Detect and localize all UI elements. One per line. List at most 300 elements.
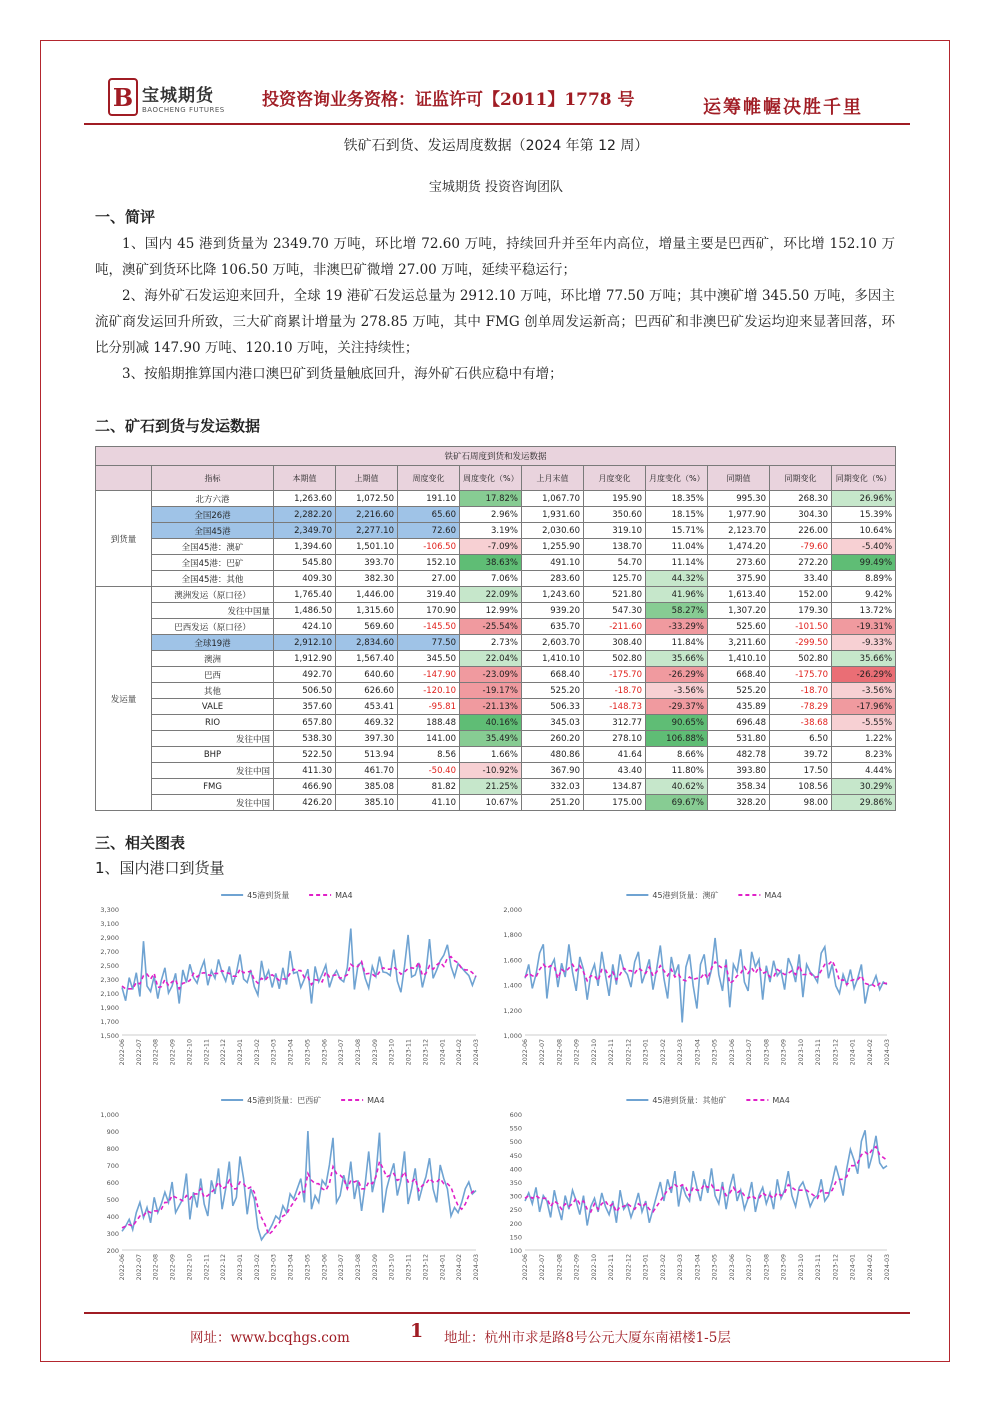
y-tick-label: 200 <box>106 1247 119 1255</box>
x-tick-label: 2024-03 <box>473 1254 480 1281</box>
x-tick-label: 2022-08 <box>152 1254 160 1281</box>
value-cell: 1,263.60 <box>274 491 336 507</box>
legend-label-ma4: MA4 <box>335 891 353 900</box>
table-row <box>96 683 896 699</box>
x-tick-label: 2023-11 <box>815 1039 823 1066</box>
chart-45-port-other-svg <box>495 1088 895 1298</box>
value-cell: 11.04% <box>646 539 708 555</box>
x-tick-label: 2024-01 <box>849 1039 857 1066</box>
row-label: VALE <box>152 699 274 715</box>
value-cell: 33.40 <box>770 571 832 587</box>
value-cell: 385.10 <box>336 795 398 811</box>
value-cell: 268.30 <box>770 491 832 507</box>
value-cell: 375.90 <box>708 571 770 587</box>
y-tick-label: 1,200 <box>503 1006 522 1015</box>
header-cell: 本期值 <box>274 466 336 491</box>
value-cell: 54.70 <box>584 555 646 571</box>
y-tick-label: 600 <box>106 1179 119 1187</box>
value-cell: 1,067.70 <box>522 491 584 507</box>
value-cell: 1,315.60 <box>336 603 398 619</box>
section-2-heading: 二、矿石到货与发运数据 <box>95 417 261 435</box>
value-cell: 18.15% <box>646 507 708 523</box>
value-cell: 312.77 <box>584 715 646 731</box>
value-cell: 11.80% <box>646 763 708 779</box>
value-cell: 382.30 <box>336 571 398 587</box>
value-cell: 635.70 <box>522 619 584 635</box>
row-label: 全国45港：其他 <box>152 571 274 587</box>
paragraph-1: 1、国内 45 港到货量为 2349.70 万吨，环比增 72.60 万吨，持续回升并至年内高位，增量主要是巴西矿，环比增 152.10 万吨，澳矿到货环比降 106.50 万吨，非澳巴矿微增 27.00 万吨，延续平稳运行； <box>95 236 895 278</box>
value-cell: 424.10 <box>274 619 336 635</box>
y-tick-label: 1,500 <box>100 1032 119 1040</box>
value-cell: 1,410.10 <box>708 651 770 667</box>
value-cell: 332.03 <box>522 779 584 795</box>
table-row <box>96 651 896 667</box>
value-cell: 545.80 <box>274 555 336 571</box>
x-tick-label: 2023-03 <box>677 1254 685 1281</box>
value-cell: -26.29% <box>646 667 708 683</box>
value-cell: 1,931.60 <box>522 507 584 523</box>
x-tick-label: 2023-06 <box>728 1039 736 1066</box>
header-cell: 同期值 <box>708 466 770 491</box>
footer-website: 网址：www.bcqhgs.com <box>190 1330 350 1346</box>
row-label: 发往中国 <box>152 731 274 747</box>
value-cell: 2,603.70 <box>522 635 584 651</box>
value-cell: 15.71% <box>646 523 708 539</box>
group-label: 到货量 <box>96 491 152 587</box>
section-3-heading: 三、相关图表 <box>95 834 186 852</box>
value-cell: 22.04% <box>460 651 522 667</box>
value-cell: 170.90 <box>398 603 460 619</box>
value-cell: 525.20 <box>522 683 584 699</box>
y-tick-label: 3,300 <box>100 906 119 914</box>
value-cell: 26.96% <box>832 491 896 507</box>
value-cell: -7.09% <box>460 539 522 555</box>
value-cell: 3,211.60 <box>708 635 770 651</box>
value-cell: 98.00 <box>770 795 832 811</box>
value-cell: 657.80 <box>274 715 336 731</box>
x-tick-label: 2023-04 <box>694 1254 702 1281</box>
value-cell: -3.56% <box>832 683 896 699</box>
value-cell: 2,216.60 <box>336 507 398 523</box>
value-cell: 2.96% <box>460 507 522 523</box>
x-tick-label: 2022-07 <box>539 1254 547 1281</box>
page-number: 1 <box>410 1320 424 1342</box>
legend-label-series: 45港到货量 <box>247 891 290 900</box>
value-cell: -33.29% <box>646 619 708 635</box>
value-cell: 411.30 <box>274 763 336 779</box>
value-cell: 65.60 <box>398 507 460 523</box>
value-cell: 328.20 <box>708 795 770 811</box>
value-cell: 1,613.40 <box>708 587 770 603</box>
series-line <box>525 938 887 1022</box>
logo-mark: B <box>108 78 138 116</box>
value-cell: 3.19% <box>460 523 522 539</box>
value-cell: -23.09% <box>460 667 522 683</box>
value-cell: -3.56% <box>646 683 708 699</box>
table-row <box>96 507 896 523</box>
value-cell: -18.70 <box>770 683 832 699</box>
x-tick-label: 2023-02 <box>253 1254 261 1281</box>
legend-label-series: 45港到货量：其他矿 <box>652 1096 727 1105</box>
value-cell: 513.94 <box>336 747 398 763</box>
value-cell: 2,030.60 <box>522 523 584 539</box>
value-cell: 1,394.60 <box>274 539 336 555</box>
value-cell: 506.33 <box>522 699 584 715</box>
table-row <box>96 555 896 571</box>
ma4-line <box>122 1162 476 1235</box>
value-cell: 251.20 <box>522 795 584 811</box>
header-cell: 月度变化 <box>584 466 646 491</box>
x-tick-label: 2022-09 <box>573 1039 581 1066</box>
y-tick-label: 500 <box>106 1196 119 1204</box>
value-cell: -50.40 <box>398 763 460 779</box>
value-cell: 8.89% <box>832 571 896 587</box>
value-cell: 2,123.70 <box>708 523 770 539</box>
value-cell: -145.50 <box>398 619 460 635</box>
x-tick-label: 2022-06 <box>522 1254 529 1281</box>
value-cell: 8.23% <box>832 747 896 763</box>
value-cell: 30.29% <box>832 779 896 795</box>
header-divider <box>84 123 910 125</box>
value-cell: -5.40% <box>832 539 896 555</box>
value-cell: -95.81 <box>398 699 460 715</box>
value-cell: 191.10 <box>398 491 460 507</box>
x-tick-label: 2023-09 <box>780 1039 788 1066</box>
x-tick-label: 2023-07 <box>746 1254 754 1281</box>
y-tick-label: 100 <box>509 1247 522 1255</box>
series-line <box>525 1130 887 1225</box>
table-row <box>96 571 896 587</box>
chart-45-port-arrivals-svg <box>92 883 484 1083</box>
header-cell: 周度变化 <box>398 466 460 491</box>
value-cell: 44.32% <box>646 571 708 587</box>
value-cell: -175.70 <box>770 667 832 683</box>
value-cell: 43.40 <box>584 763 646 779</box>
header-cell: 月度变化（%） <box>646 466 708 491</box>
x-tick-label: 2023-01 <box>642 1039 650 1066</box>
value-cell: 522.50 <box>274 747 336 763</box>
value-cell: 304.30 <box>770 507 832 523</box>
x-tick-label: 2023-05 <box>711 1254 719 1281</box>
x-tick-label: 2024-01 <box>849 1254 857 1281</box>
chart-45-port-other <box>495 1088 895 1298</box>
x-tick-label: 2023-08 <box>763 1039 771 1066</box>
value-cell: 525.60 <box>708 619 770 635</box>
value-cell: 11.84% <box>646 635 708 651</box>
value-cell: 2,834.60 <box>336 635 398 651</box>
paragraph-2: 2、海外矿石发运迎来回升，全球 19 港矿石发运总量为 2912.10 万吨，环比增 77.50 万吨；其中澳矿增 345.50 万吨，多因主流矿商发运回升所致，三大矿商累计增量为 278.85 万吨，其中 FMG 创单周发运新高；巴西矿和非澳巴矿发运均迎来显著回落，环比分别减 147.90 万吨、120.10 万吨，关注持续性； <box>95 288 895 356</box>
value-cell: 350.60 <box>584 507 646 523</box>
x-tick-label: 2024-02 <box>456 1254 464 1281</box>
value-cell: 38.63% <box>460 555 522 571</box>
value-cell: 1,446.00 <box>336 587 398 603</box>
row-label: 发往中国量 <box>152 603 274 619</box>
row-label: 澳洲发运（原口径） <box>152 587 274 603</box>
x-tick-label: 2022-10 <box>186 1039 194 1066</box>
value-cell: 319.10 <box>584 523 646 539</box>
header-cell: 指标 <box>152 466 274 491</box>
value-cell: 319.40 <box>398 587 460 603</box>
value-cell: 1,501.10 <box>336 539 398 555</box>
value-cell: 1,410.10 <box>522 651 584 667</box>
value-cell: -5.55% <box>832 715 896 731</box>
value-cell: 466.90 <box>274 779 336 795</box>
y-tick-label: 2,100 <box>100 990 119 998</box>
value-cell: 141.00 <box>398 731 460 747</box>
legend-label-series: 45港到货量：澳矿 <box>652 891 719 900</box>
value-cell: -29.37% <box>646 699 708 715</box>
value-cell: 426.20 <box>274 795 336 811</box>
y-tick-label: 2,300 <box>100 976 119 984</box>
row-label: 北方六港 <box>152 491 274 507</box>
table-row <box>96 523 896 539</box>
x-tick-label: 2022-06 <box>119 1254 126 1281</box>
row-label: 其他 <box>152 683 274 699</box>
y-tick-label: 300 <box>106 1230 119 1238</box>
header-cell <box>96 466 152 491</box>
value-cell: 17.82% <box>460 491 522 507</box>
value-cell: -18.70 <box>584 683 646 699</box>
x-tick-label: 2023-03 <box>677 1039 685 1066</box>
value-cell: 21.25% <box>460 779 522 795</box>
y-tick-label: 3,100 <box>100 920 119 928</box>
value-cell: -106.50 <box>398 539 460 555</box>
x-tick-label: 2023-06 <box>321 1039 329 1066</box>
table-row <box>96 603 896 619</box>
value-cell: 278.10 <box>584 731 646 747</box>
value-cell: -120.10 <box>398 683 460 699</box>
value-cell: -17.96% <box>832 699 896 715</box>
x-tick-label: 2023-09 <box>371 1039 379 1066</box>
row-label: 全国45港：澳矿 <box>152 539 274 555</box>
value-cell: 40.16% <box>460 715 522 731</box>
x-tick-label: 2023-07 <box>746 1039 754 1066</box>
x-tick-label: 2023-12 <box>832 1039 840 1066</box>
value-cell: 1,072.50 <box>336 491 398 507</box>
value-cell: 22.09% <box>460 587 522 603</box>
row-label: 全国45港 <box>152 523 274 539</box>
y-tick-label: 1,000 <box>100 1111 119 1119</box>
y-tick-label: 550 <box>509 1124 522 1133</box>
row-label: 发往中国 <box>152 795 274 811</box>
value-cell: 1,567.40 <box>336 651 398 667</box>
value-cell: -299.50 <box>770 635 832 651</box>
value-cell: 99.49% <box>832 555 896 571</box>
y-tick-label: 1,600 <box>503 956 522 965</box>
value-cell: 1,486.50 <box>274 603 336 619</box>
value-cell: 35.66% <box>646 651 708 667</box>
value-cell: 179.30 <box>770 603 832 619</box>
header-cell: 上月末值 <box>522 466 584 491</box>
value-cell: 2,277.10 <box>336 523 398 539</box>
y-tick-label: 700 <box>106 1162 119 1170</box>
table-row <box>96 795 896 811</box>
logo-english-name: BAOCHENG FUTURES <box>142 105 225 114</box>
x-tick-label: 2024-03 <box>884 1039 891 1066</box>
value-cell: 626.60 <box>336 683 398 699</box>
value-cell: 260.20 <box>522 731 584 747</box>
x-tick-label: 2024-02 <box>456 1039 464 1066</box>
x-tick-label: 2023-11 <box>815 1254 823 1281</box>
x-tick-label: 2022-08 <box>556 1039 564 1066</box>
value-cell: 1,765.40 <box>274 587 336 603</box>
value-cell: -9.33% <box>832 635 896 651</box>
value-cell: 18.35% <box>646 491 708 507</box>
value-cell: 69.67% <box>646 795 708 811</box>
x-tick-label: 2022-11 <box>203 1039 211 1066</box>
value-cell: 492.70 <box>274 667 336 683</box>
value-cell: -79.60 <box>770 539 832 555</box>
value-cell: -25.54% <box>460 619 522 635</box>
value-cell: 72.60 <box>398 523 460 539</box>
x-tick-label: 2022-10 <box>186 1254 194 1281</box>
y-tick-label: 400 <box>106 1213 119 1221</box>
x-tick-label: 2023-03 <box>270 1039 278 1066</box>
value-cell: -78.29 <box>770 699 832 715</box>
x-tick-label: 2023-01 <box>642 1254 650 1281</box>
row-label: 澳洲 <box>152 651 274 667</box>
chart-45-port-australia <box>495 883 895 1083</box>
x-tick-label: 2022-11 <box>608 1039 616 1066</box>
value-cell: 385.08 <box>336 779 398 795</box>
value-cell: 41.96% <box>646 587 708 603</box>
value-cell: -38.68 <box>770 715 832 731</box>
value-cell: 939.20 <box>522 603 584 619</box>
value-cell: 27.00 <box>398 571 460 587</box>
x-tick-label: 2023-03 <box>270 1254 278 1281</box>
x-tick-label: 2023-11 <box>405 1039 413 1066</box>
value-cell: 12.99% <box>460 603 522 619</box>
y-tick-label: 500 <box>509 1138 522 1147</box>
row-label: 全国26港 <box>152 507 274 523</box>
company-logo <box>108 78 225 116</box>
x-tick-label: 2023-09 <box>371 1254 379 1281</box>
chart-45-port-brazil-svg <box>92 1088 484 1298</box>
value-cell: 491.10 <box>522 555 584 571</box>
section-1-heading: 一、简评 <box>95 208 156 226</box>
value-cell: 10.64% <box>832 523 896 539</box>
y-tick-label: 450 <box>509 1151 522 1160</box>
value-cell: 58.27% <box>646 603 708 619</box>
value-cell: 453.41 <box>336 699 398 715</box>
table-row <box>96 779 896 795</box>
table-row <box>96 715 896 731</box>
x-tick-label: 2022-11 <box>203 1254 211 1281</box>
x-tick-label: 2023-02 <box>659 1254 667 1281</box>
x-tick-label: 2024-03 <box>473 1039 480 1066</box>
y-tick-label: 800 <box>106 1145 119 1153</box>
value-cell: -175.70 <box>584 667 646 683</box>
value-cell: 308.40 <box>584 635 646 651</box>
value-cell: -101.50 <box>770 619 832 635</box>
x-tick-label: 2022-10 <box>590 1039 598 1066</box>
y-tick-label: 150 <box>509 1233 522 1242</box>
x-tick-label: 2023-08 <box>355 1039 362 1066</box>
value-cell: 521.80 <box>584 587 646 603</box>
document-author: 宝城期货 投资咨询团队 <box>428 180 564 195</box>
x-tick-label: 2023-10 <box>797 1039 805 1066</box>
row-label: 全球19港 <box>152 635 274 651</box>
x-tick-label: 2023-01 <box>237 1254 244 1281</box>
value-cell: 13.72% <box>832 603 896 619</box>
value-cell: 134.87 <box>584 779 646 795</box>
value-cell: 435.89 <box>708 699 770 715</box>
subsection-1-title: 1、国内港口到货量 <box>95 859 225 877</box>
value-cell: 8.56 <box>398 747 460 763</box>
slogan: 运筹帷幄决胜千里 <box>703 97 863 118</box>
value-cell: 569.60 <box>336 619 398 635</box>
value-cell: 367.90 <box>522 763 584 779</box>
value-cell: 9.42% <box>832 587 896 603</box>
x-tick-label: 2022-11 <box>608 1254 616 1281</box>
row-label: 巴西发运（原口径） <box>152 619 274 635</box>
footer-address: 地址：杭州市求是路8号公元大厦东南裙楼1-5层 <box>444 1330 731 1346</box>
group-label: 发运量 <box>96 587 152 811</box>
value-cell: 1.22% <box>832 731 896 747</box>
value-cell: 8.66% <box>646 747 708 763</box>
table-row <box>96 491 896 507</box>
x-tick-label: 2023-06 <box>321 1254 329 1281</box>
x-tick-label: 2023-04 <box>694 1039 702 1066</box>
x-tick-label: 2024-02 <box>866 1039 874 1066</box>
x-tick-label: 2022-09 <box>169 1039 177 1066</box>
value-cell: 125.70 <box>584 571 646 587</box>
value-cell: 995.30 <box>708 491 770 507</box>
x-tick-label: 2022-08 <box>152 1039 160 1066</box>
x-tick-label: 2024-03 <box>884 1254 891 1281</box>
x-tick-label: 2022-07 <box>135 1254 143 1281</box>
value-cell: 7.06% <box>460 571 522 587</box>
x-tick-label: 2022-12 <box>220 1254 228 1281</box>
value-cell: 188.48 <box>398 715 460 731</box>
value-cell: 538.30 <box>274 731 336 747</box>
value-cell: 696.48 <box>708 715 770 731</box>
value-cell: -211.60 <box>584 619 646 635</box>
value-cell: 668.40 <box>522 667 584 683</box>
value-cell: 6.50 <box>770 731 832 747</box>
x-tick-label: 2022-12 <box>220 1039 228 1066</box>
value-cell: 10.67% <box>460 795 522 811</box>
legend-label-ma4: MA4 <box>367 1096 385 1105</box>
footer-divider <box>84 1312 910 1314</box>
x-tick-label: 2023-05 <box>304 1039 312 1066</box>
value-cell: 1,255.90 <box>522 539 584 555</box>
series-line <box>122 929 476 1004</box>
value-cell: 77.50 <box>398 635 460 651</box>
x-tick-label: 2023-06 <box>728 1254 736 1281</box>
y-tick-label: 600 <box>509 1111 522 1119</box>
value-cell: 39.72 <box>770 747 832 763</box>
x-tick-label: 2022-06 <box>119 1039 126 1066</box>
value-cell: 345.50 <box>398 651 460 667</box>
value-cell: 2,349.70 <box>274 523 336 539</box>
table-row <box>96 539 896 555</box>
y-tick-label: 400 <box>509 1165 522 1174</box>
value-cell: 11.14% <box>646 555 708 571</box>
value-cell: 393.70 <box>336 555 398 571</box>
value-cell: 1,243.60 <box>522 587 584 603</box>
value-cell: 15.39% <box>832 507 896 523</box>
row-label: BHP <box>152 747 274 763</box>
x-tick-label: 2022-07 <box>539 1039 547 1066</box>
value-cell: 35.66% <box>832 651 896 667</box>
table-row <box>96 699 896 715</box>
row-label: FMG <box>152 779 274 795</box>
x-tick-label: 2023-05 <box>711 1039 719 1066</box>
paragraph-3: 3、按船期推算国内港口澳巴矿到货量触底回升，海外矿石供应稳中有增； <box>122 366 563 382</box>
x-tick-label: 2023-05 <box>304 1254 312 1281</box>
table-row <box>96 763 896 779</box>
